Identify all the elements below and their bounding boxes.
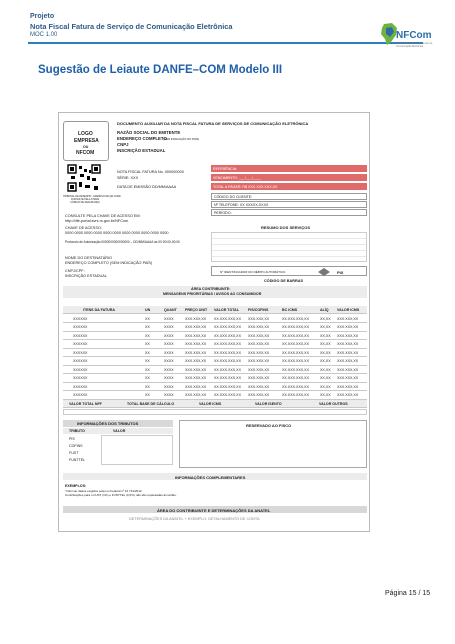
logo-text: NFCom [396, 30, 432, 41]
table-cell: XXX.XXX,XX [185, 376, 207, 381]
tributos-header [63, 420, 173, 427]
tributo-fust: FUST [69, 451, 79, 455]
table-cell: XXX.XXX,XX [337, 367, 359, 372]
table-row [63, 332, 367, 340]
table-cell: XXXX [164, 333, 174, 338]
total-nff: VALOR TOTAL NFF [69, 401, 102, 406]
table-row [63, 315, 367, 323]
emitente-endereco: ENDEREÇO COMPLETO [117, 136, 167, 141]
endereco-note: (SEM INDICAÇÃO DO PAÍS) [163, 137, 200, 141]
table-row [63, 341, 367, 349]
nota-fiscal-number: NOTA FISCAL FATURA No. 000000000 [117, 170, 184, 174]
table-row [63, 349, 367, 357]
col-aliq: ALÍQ [320, 307, 329, 312]
consulte-url: http://dfe-portal.svrs.rs.gov.br/NFCom [65, 219, 129, 223]
pix-icon [318, 268, 330, 276]
logo-line-3: OU [83, 145, 89, 149]
table-cell: XXX.XXX,XX [248, 350, 270, 355]
table-cell: XXXX [164, 367, 174, 372]
table-row [63, 375, 367, 383]
col-valor-icms: VALOR ICMS [337, 307, 360, 312]
codigo-barras: CÓDIGO DE BARRAS [264, 279, 304, 283]
header-divider [28, 42, 423, 44]
tributos-title: INFORMAÇÕES DOS TRIBUTOS [77, 421, 139, 427]
mensagens-label: MENSAGENS PRIORITÁRIAS / AVISOS AO CONSUMIDOR [163, 292, 262, 296]
logo-line-1: LOGO [78, 131, 93, 137]
table-cell: XX [145, 376, 150, 381]
table-cell: XXX.XXX,XX [337, 342, 359, 347]
table-cell: XXX.XXX,XX [185, 359, 207, 364]
total-isento: VALOR ISENTO [255, 401, 282, 406]
reservado-label: RESERVADO AO FISCO [246, 423, 292, 428]
periodo-label: PERÍODO: [214, 211, 232, 216]
logo-subtitle: Nota Fiscal Fatura de Serviço de Comunicação Eletrônica [396, 42, 433, 48]
tributo-col: TRIBUTO [69, 429, 85, 434]
tributos-cols [63, 428, 173, 434]
col-valor-total: VALOR TOTAL [214, 307, 239, 312]
det-anatel: DETERMINAÇÕES DA ANATEL + EXEMPLO: DETALHAMENTO DE CONTA [129, 517, 260, 521]
emitente-razao: RAZÃO SOCIAL DO EMITENTE [117, 130, 181, 135]
table-cell: XXXXXX [73, 367, 88, 372]
table-cell: XXXXXX [73, 384, 88, 389]
protocolo: Protocolo de Autorização:0000000000000000 – DD/MM/AAAA às 00:00:00-00:00 [65, 240, 180, 244]
table-cell: XX,XX [320, 333, 331, 338]
table-cell: XXX.XXX,XX [185, 325, 207, 330]
table-cell: XXXX [164, 342, 174, 347]
table-cell: XX,XX [320, 367, 331, 372]
table-cell: XXX.XXX,XX [248, 333, 270, 338]
table-cell: XX [145, 316, 150, 321]
table-cell: XX,XX [320, 359, 331, 364]
resumo-table [211, 232, 367, 262]
table-cell: XX.XXX.XXX,XX [214, 376, 241, 381]
table-cell: XX.XXX.XXX,XX [214, 316, 241, 321]
table-cell: XX.XXX.XXX,XX [282, 350, 309, 355]
table-cell: XXXX [164, 376, 174, 381]
debito-box [211, 266, 367, 276]
nfcom-logo [380, 20, 433, 50]
pix-label: PIX [337, 269, 344, 275]
logo-line-2: EMPRESA [74, 138, 99, 144]
exemplo-2: Contribuições para o FUST (1%) e FUNTTEL (0,5%) não são repassadas às tarifas. [65, 493, 177, 497]
destinatario-endereco: ENDEREÇO COMPLETO (SEM INDICAÇÃO PAÍS) [65, 261, 153, 265]
table-cell: XX.XXX.XXX,XX [214, 350, 241, 355]
debito-automatico: Nº IDENTIFICADOR DO DÉBITO AUTOMÁTICO [220, 270, 286, 274]
table-cell: XXXX [164, 350, 174, 355]
exemplo-1: "Informar dados exigidos pela Lei Federal nº 12.741/2012. [65, 489, 143, 493]
vencimento-label: VENCIMENTO: ___/___/____ [213, 175, 261, 180]
tributo-funttel: FUNTTEL [69, 458, 86, 462]
moc-version: MOC 1.00 [30, 32, 58, 38]
table-cell: XXX.XXX,XX [248, 376, 270, 381]
table-cell: XXXXXX [73, 333, 88, 338]
table-cell: XXXX [164, 393, 174, 398]
table-cell: XX.XXX.XXX,XX [214, 393, 241, 398]
table-cell: XXX.XXX,XX [337, 359, 359, 364]
reservado-fisco [179, 420, 367, 468]
table-cell: XX.XXX.XXX,XX [282, 393, 309, 398]
total-outros: VALOR OUTROS [319, 401, 348, 406]
chave-label: CHAVE DE ACESSO: [65, 226, 102, 230]
table-cell: XX.XXX.XXX,XX [282, 316, 309, 321]
table-cell: XX [145, 393, 150, 398]
table-cell: XX.XXX.XXX,XX [282, 384, 309, 389]
table-cell: XX,XX [320, 342, 331, 347]
table-cell: XXXXXX [73, 342, 88, 347]
totals-header [63, 400, 367, 408]
danfe-sample [58, 112, 370, 532]
tributo-cofins: COFINS [69, 444, 83, 448]
emitente-ie: INSCRIÇÃO ESTADUAL [117, 148, 166, 153]
total-base: TOTAL BASE DE CÁLCULO [127, 401, 175, 406]
table-cell: XX.XXX.XXX,XX [214, 384, 241, 389]
table-cell: XXX.XXX,XX [185, 384, 207, 389]
referencia-bar [211, 165, 367, 172]
periodo-box [211, 209, 367, 216]
table-cell: XXXX [164, 359, 174, 364]
table-cell: XXX.XXX,XX [185, 342, 207, 347]
table-cell: XXXXXX [73, 359, 88, 364]
destinatario-ie: INSCRIÇÃO ESTADUAL [65, 274, 107, 278]
page-number: Página 15 / 15 [385, 590, 431, 597]
area-contribuinte [63, 286, 367, 298]
tributo-pis: PIS [69, 437, 75, 441]
table-cell: XXX.XXX,XX [185, 333, 207, 338]
resumo-servicos: RESUMO DOS SERVIÇOS [261, 225, 311, 230]
table-cell: XXXXXX [73, 316, 88, 321]
table-cell: XX.XXX.XXX,XX [282, 359, 309, 364]
table-cell: XX [145, 342, 150, 347]
table-cell: XX.XXX.XXX,XX [282, 333, 309, 338]
destinatario-cnpj: CNPJ/CPF: [65, 269, 85, 273]
col-itens: ITENS DA FATURA [83, 307, 115, 312]
data-emissao: DATA DE EMISSÃO DD/MM/AAAA [117, 185, 177, 189]
table-cell: XX.XXX.XXX,XX [214, 359, 241, 364]
company-logo-box [63, 121, 109, 161]
table-cell: XXXXXX [73, 350, 88, 355]
total-pagar-label: TOTAL A PAGAR: R$ XXX.XXX.XXX,XX [213, 184, 278, 189]
valor-col: VALOR [113, 429, 126, 434]
table-cell: XXX.XXX,XX [185, 350, 207, 355]
table-cell: XXXXXX [73, 393, 88, 398]
table-cell: XX [145, 350, 150, 355]
table-cell: XX,XX [320, 316, 331, 321]
table-cell: XX [145, 325, 150, 330]
logo-line-4: NFCOM [76, 150, 95, 156]
chave-acesso: 0000 0000 0000 0000 0000 0000 0000 0000 0000 0000 0000 [65, 231, 169, 235]
table-cell: XXX.XXX,XX [248, 393, 270, 398]
total-icms: VALOR ICMS [199, 401, 222, 406]
serie: SÉRIE: XXX [117, 176, 139, 180]
table-cell: XXXX [164, 384, 174, 389]
table-cell: XX [145, 367, 150, 372]
table-cell: XXX.XXX,XX [337, 333, 359, 338]
table-cell: XXX.XXX,XX [248, 316, 270, 321]
col-preco: PREÇO UNIT [185, 307, 208, 312]
table-cell: XX [145, 333, 150, 338]
table-row [63, 324, 367, 332]
table-row [63, 366, 367, 374]
consulte-label: CONSULTE PELA CHAVE DE ACESSO EM: [65, 214, 141, 218]
table-cell: XXX.XXX,XX [185, 367, 207, 372]
table-cell: XXX.XXX,XX [248, 342, 270, 347]
table-cell: XXX.XXX,XX [337, 350, 359, 355]
tributos-values [101, 435, 173, 465]
table-cell: XX.XXX.XXX,XX [282, 325, 309, 330]
codigo-cliente-label: CÓDIGO DO CLIENTE: [214, 195, 253, 200]
col-bc-icms: BC ICMS [282, 307, 298, 312]
table-cell: XXXX [164, 325, 174, 330]
table-cell: XX [145, 359, 150, 364]
area-contribuinte-label: ÁREA CONTRIBUINTE: [191, 287, 231, 291]
table-cell: XX.XXX.XXX,XX [214, 367, 241, 372]
table-cell: XXX.XXX,XX [337, 325, 359, 330]
table-cell: XX [145, 384, 150, 389]
table-cell: XX.XXX.XXX,XX [214, 333, 241, 338]
table-cell: XX,XX [320, 393, 331, 398]
exemplos-label: EXEMPLOS: [65, 484, 87, 488]
totals-values [63, 409, 367, 415]
total-pagar-bar [211, 183, 367, 190]
area-anatel-label: ÁREA DO CONTRIBUINTE E DETERMINAÇÕES DA ANATEL [157, 507, 271, 513]
table-cell: XXXXXX [73, 325, 88, 330]
table-cell: XXX.XXX,XX [248, 367, 270, 372]
table-cell: XXX.XXX,XX [185, 393, 207, 398]
referencia-label: REFERÊNCIA: [213, 166, 238, 171]
table-cell: XX.XXX.XXX,XX [282, 376, 309, 381]
table-cell: XXX.XXX,XX [248, 384, 270, 389]
table-cell: XXX.XXX,XX [337, 376, 359, 381]
area-anatel-header [63, 506, 367, 513]
col-un: UN [145, 307, 151, 312]
table-cell: XX.XXX.XXX,XX [282, 342, 309, 347]
col-pis-cofins: PIS/COFINS [248, 307, 269, 312]
table-cell: XXX.XXX,XX [248, 325, 270, 330]
table-cell: XX,XX [320, 376, 331, 381]
project-label: Projeto [30, 13, 55, 20]
table-cell: XX.XXX.XXX,XX [214, 325, 241, 330]
items-header [63, 306, 367, 314]
table-row [63, 383, 367, 391]
table-cell: XX.XXX.XXX,XX [214, 342, 241, 347]
table-cell: XX,XX [320, 384, 331, 389]
destinatario-nome: NOME DO DESTINATÁRIO [65, 256, 112, 260]
table-row [63, 358, 367, 366]
table-cell: XX.XXX.XXX,XX [282, 367, 309, 372]
qr-caption: TRIBUNAL DE DESENHO - EXEMPLO DE QR CODE CONSULTE PELA CHAVE CÓDIGO DE SEGURANÇA [63, 195, 121, 205]
table-cell: XXXX [164, 316, 174, 321]
table-cell: XX,XX [320, 325, 331, 330]
info-comp-label: INFORMAÇÕES COMPLEMENTARES [175, 474, 246, 480]
table-cell: XXX.XXX,XX [337, 393, 359, 398]
table-cell: XXX.XXX,XX [248, 359, 270, 364]
telefone-box [211, 201, 367, 208]
telefone-label: Nº TELEFONE: XX XXXXX-XXXX [214, 203, 269, 208]
qr-code-icon [67, 164, 101, 192]
document-title: Nota Fiscal Fatura de Serviço de Comunicação Eletrônica [30, 22, 233, 31]
info-comp-header [63, 473, 367, 480]
table-row [63, 392, 367, 400]
emitente-cnpj: CNPJ [117, 142, 129, 147]
doc-title: DOCUMENTO AUXILIAR DA NOTA FISCAL FATURA DE SERVIÇOS DE COMUNICAÇÃO ELETRÔNICA [117, 121, 309, 126]
vencimento-bar [211, 174, 367, 181]
col-quant: QUANT [164, 307, 177, 312]
table-cell: XXX.XXX,XX [337, 384, 359, 389]
codigo-cliente-box [211, 193, 367, 200]
table-cell: XXXXXX [73, 376, 88, 381]
table-cell: XX,XX [320, 350, 331, 355]
table-cell: XXX.XXX,XX [337, 316, 359, 321]
page-title: Sugestão de Leiaute DANFE–COM Modelo III [38, 64, 283, 76]
table-cell: XXX.XXX,XX [185, 316, 207, 321]
